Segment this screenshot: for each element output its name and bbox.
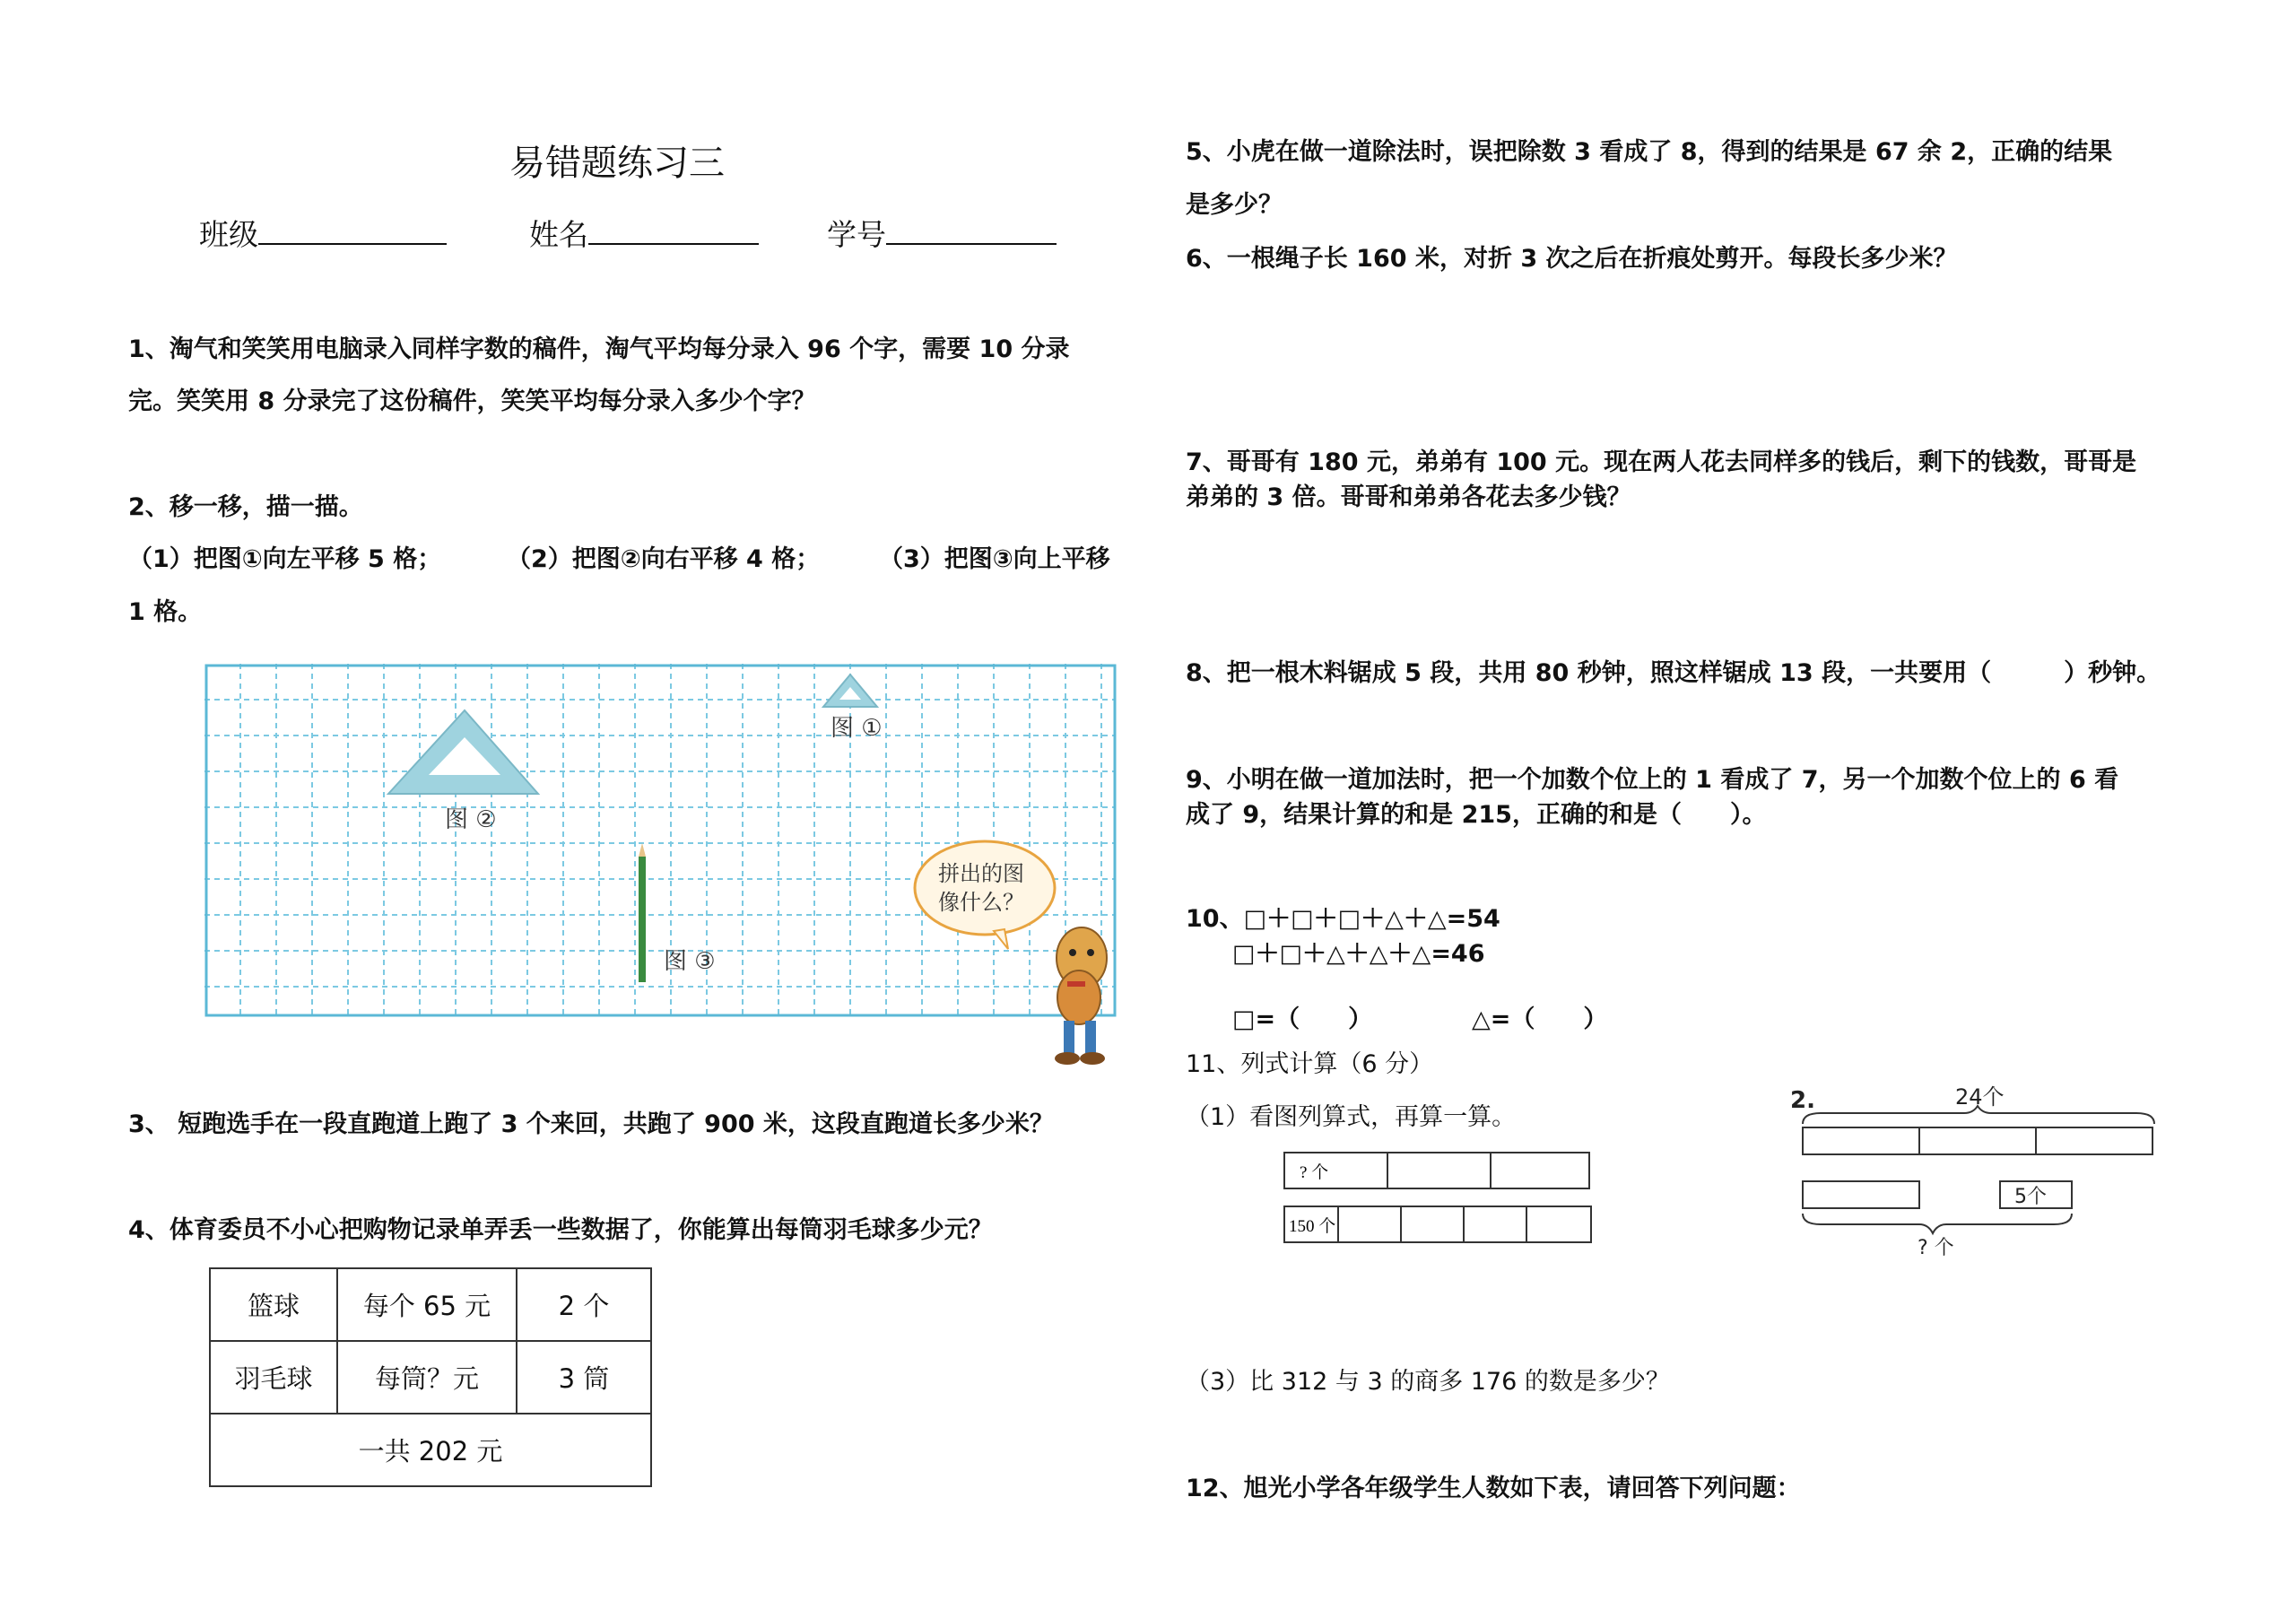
- diagram-2-top-bar: [1803, 1127, 2152, 1154]
- name-blank[interactable]: [588, 216, 759, 245]
- top-brace: [1803, 1106, 2154, 1124]
- class-field[interactable]: [199, 212, 447, 254]
- class-label: 班级: [199, 217, 258, 252]
- figure-1-triangle: [823, 675, 877, 707]
- bubble-line2: 像什么？: [938, 890, 1024, 915]
- table-cell: 3 筒: [517, 1341, 651, 1414]
- q11-part3: （3）比 312 与 3 的商多 176 的数是多少？: [1186, 1368, 1670, 1396]
- id-label: 学号: [827, 217, 886, 252]
- class-blank[interactable]: [258, 216, 447, 245]
- name-label: 姓名: [529, 217, 588, 252]
- q10-square-answer: □=（ ）: [1232, 1005, 1373, 1033]
- purchase-record-table: [209, 1267, 652, 1487]
- diagram-2-bottom-label: ? 个: [1918, 1237, 1954, 1259]
- q5-line2: 是多少？: [1186, 191, 1283, 219]
- bottom-brace: [1803, 1214, 2072, 1233]
- q3-text: 3、 短跑选手在一段直跑道上跑了 3 个来回，共跑了 900 米，这段直跑道长多少米？: [128, 1110, 1054, 1138]
- q1-line2: 完。笑笑用 8 分录完了这份稿件，笑笑平均每分录入多少个字？: [128, 387, 816, 415]
- diagram-2-box-label: 5个: [2014, 1186, 2047, 1208]
- q2-heading: 2、移一移，描一描。: [128, 493, 363, 521]
- translation-grid: [204, 664, 1146, 1076]
- bar-label-unknown: ? 个: [1300, 1163, 1329, 1182]
- q1-line1: 1、淘气和笑笑用电脑录入同样字数的稿件，淘气平均每分录入 96 个字，需要 10 分录: [128, 335, 1070, 363]
- q8-text: 8、把一根木料锯成 5 段，共用 80 秒钟，照这样锯成 13 段，一共要用（ ）秒钟。: [1186, 659, 2161, 687]
- id-field[interactable]: [827, 212, 1057, 254]
- q7-line1: 7、哥哥有 180 元，弟弟有 100 元。现在两人花去同样多的钱后，剩下的钱数，哥哥是: [1186, 448, 2137, 476]
- q2-part3-cont: 1 格。: [128, 598, 203, 626]
- q10-triangle-answer: △=（ ）: [1472, 1005, 1608, 1033]
- bar-model-diagram-2: [1785, 1081, 2179, 1260]
- table-cell: 羽毛球: [210, 1341, 337, 1414]
- figure-3-label: 图 ③: [664, 948, 716, 975]
- diagram-2-top-label: 24个: [1955, 1084, 2005, 1110]
- id-blank[interactable]: [886, 216, 1057, 245]
- table-cell: 每筒？元: [337, 1341, 517, 1414]
- q6-text: 6、一根绳子长 160 米，对折 3 次之后在折痕处剪开。每段长多少米？: [1186, 245, 1958, 273]
- table-cell: 2 个: [517, 1268, 651, 1341]
- q11-part1: （1）看图列算式，再算一算。: [1186, 1103, 1517, 1131]
- q4-text: 4、体育委员不小心把购物记录单弄丢一些数据了，你能算出每筒羽毛球多少元？: [128, 1216, 993, 1244]
- figure-1-label: 图 ①: [831, 715, 883, 742]
- table-row: [210, 1341, 651, 1414]
- q11-heading: 11、列式计算（6 分）: [1186, 1050, 1434, 1078]
- figure-2-label: 图 ②: [445, 806, 497, 833]
- q7-line2: 弟弟的 3 倍。哥哥和弟弟各花去多少钱？: [1186, 483, 1631, 511]
- table-row: [210, 1414, 651, 1486]
- table-cell: 每个 65 元: [337, 1268, 517, 1341]
- diagram-2-number: 2.: [1790, 1087, 1815, 1114]
- q9-line2: 成了 9，结果计算的和是 215，正确的和是（ ）。: [1186, 801, 1767, 829]
- table-cell: 篮球: [210, 1268, 337, 1341]
- bar-model-diagram-1: [1278, 1144, 1601, 1256]
- table-total-cell: 一共 202 元: [210, 1414, 651, 1486]
- grid-lines: [204, 664, 1115, 1015]
- q10-line2: □＋□＋△＋△＋△=46: [1232, 940, 1485, 968]
- q2-part1: （1）把图①向左平移 5 格；: [128, 545, 442, 573]
- q2-part2: （2）把图②向右平移 4 格；: [507, 545, 821, 573]
- page-title: 易错题练习三: [509, 143, 725, 184]
- q9-line1: 9、小明在做一道加法时，把一个加数个位上的 1 看成了 7，另一个加数个位上的 6 看: [1186, 766, 2119, 794]
- name-field[interactable]: [529, 212, 759, 254]
- figure-3-pencil: [639, 843, 646, 982]
- figure-2-triangle: [388, 710, 538, 794]
- q2-part3: （3）把图③向上平移: [879, 545, 1110, 573]
- bar-model-1-top: [1284, 1153, 1589, 1188]
- table-row: [210, 1268, 651, 1341]
- q5-line1: 5、小虎在做一道除法时，误把除数 3 看成了 8，得到的结果是 67 余 2，正确的结果: [1186, 138, 2113, 166]
- cartoon-dog-icon: [1055, 927, 1107, 1065]
- bubble-line1: 拼出的图: [938, 861, 1024, 886]
- q12-text: 12、旭光小学各年级学生人数如下表，请回答下列问题：: [1186, 1475, 1801, 1502]
- bar-label-150: 150 个: [1289, 1217, 1336, 1236]
- q10-line1: 10、□＋□＋□＋△＋△=54: [1186, 905, 1500, 933]
